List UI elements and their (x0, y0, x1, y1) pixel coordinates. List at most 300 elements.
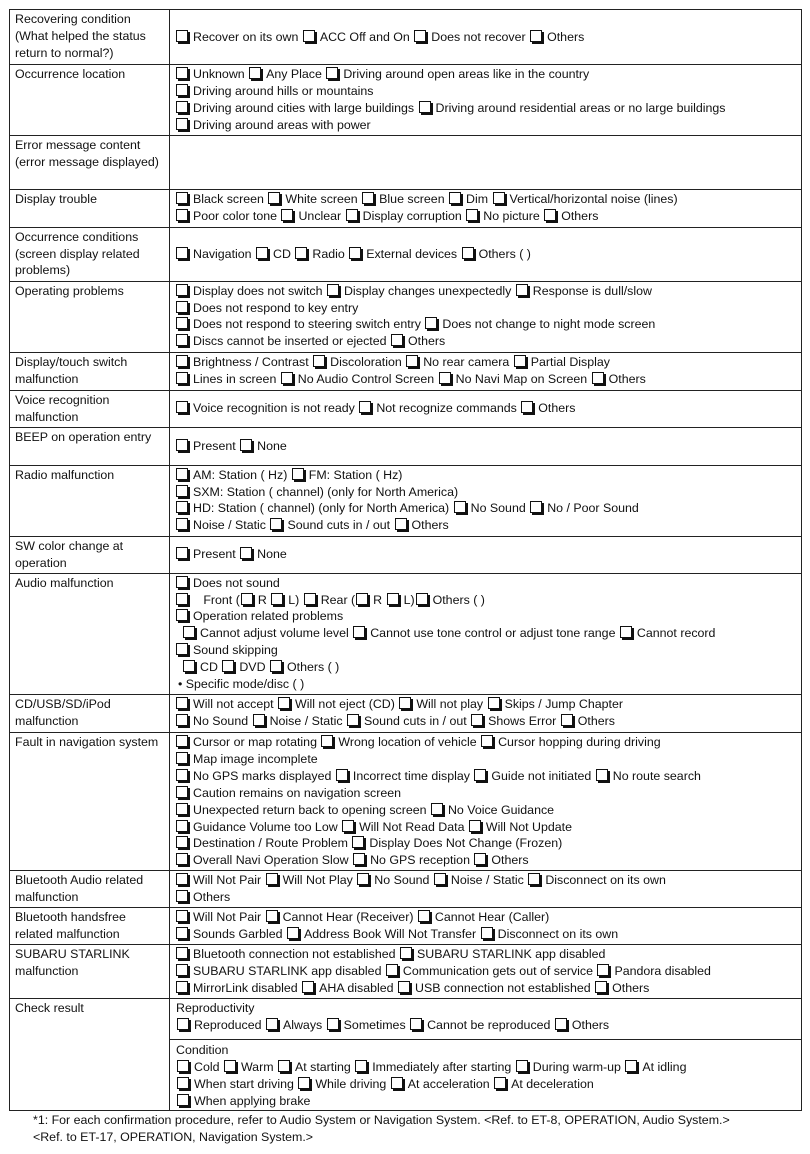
checkbox[interactable] (176, 192, 188, 204)
checkbox[interactable] (176, 609, 188, 621)
checkbox[interactable] (176, 927, 188, 939)
option-label: HD: Station ( channel) (only for North America) (193, 501, 450, 516)
checkbox[interactable] (419, 101, 431, 113)
checkbox[interactable] (414, 30, 426, 42)
form-row (10, 732, 802, 870)
option (280, 372, 434, 386)
option-label: During warm-up (532, 1059, 621, 1074)
checkbox[interactable] (177, 1060, 189, 1072)
option-line (175, 246, 796, 263)
checkbox[interactable] (481, 927, 493, 939)
checkbox[interactable] (256, 247, 268, 259)
option (176, 1094, 310, 1108)
checkbox[interactable] (224, 1060, 236, 1072)
option-label: SUBARU STARLINK app disabled (193, 964, 382, 979)
row-options (170, 427, 802, 465)
checkbox[interactable] (176, 355, 188, 367)
checkbox[interactable] (327, 1018, 339, 1030)
checkbox[interactable] (353, 853, 365, 865)
option-label: Partial Display (530, 354, 610, 369)
checkbox[interactable] (596, 769, 608, 781)
option (345, 209, 462, 223)
option (520, 401, 575, 415)
option (326, 284, 511, 298)
checkbox[interactable] (425, 317, 437, 329)
option (175, 820, 338, 834)
option (341, 820, 464, 834)
checkbox[interactable] (528, 873, 540, 885)
option-label: Sound skipping (193, 643, 278, 658)
checkbox[interactable] (521, 401, 533, 413)
checkbox[interactable] (298, 1077, 310, 1089)
checkbox[interactable] (469, 820, 481, 832)
option-label: White screen (285, 191, 358, 206)
option (346, 714, 467, 728)
checkbox[interactable] (355, 1060, 367, 1072)
option-label: Disconnect on its own (545, 873, 666, 888)
option (175, 964, 381, 978)
checkbox[interactable] (176, 84, 188, 96)
option-label: Unknown (193, 67, 245, 81)
option (286, 927, 476, 941)
checkbox[interactable] (176, 752, 188, 764)
option-line (175, 909, 796, 926)
checkbox[interactable] (266, 873, 278, 885)
checkbox[interactable] (395, 518, 407, 530)
checkbox[interactable] (176, 769, 188, 781)
option (417, 910, 549, 924)
specific-mode-line: • Specific mode/disc ( ) (178, 677, 305, 692)
row-label: Bluetooth Audio related malfunction (10, 871, 170, 908)
option-label: Will not accept (193, 696, 274, 711)
checkbox[interactable] (177, 1018, 189, 1030)
option-label: Incorrect time display (352, 768, 470, 783)
checkbox[interactable] (449, 192, 461, 204)
checkbox[interactable] (176, 118, 188, 130)
checkbox[interactable] (514, 355, 526, 367)
option-label: Dim (466, 191, 489, 206)
checkbox[interactable] (176, 501, 188, 513)
checkbox[interactable] (516, 284, 528, 296)
checkbox[interactable] (399, 697, 411, 709)
checkbox[interactable] (266, 910, 278, 922)
option-label: At acceleration (407, 1076, 490, 1091)
checkbox[interactable] (176, 317, 188, 329)
option (175, 401, 355, 415)
option (175, 192, 264, 206)
option-label: Does not change to night mode screen (442, 317, 656, 332)
option-line (175, 283, 796, 300)
option-label: Rear ( (320, 592, 356, 607)
checkbox[interactable] (176, 910, 188, 922)
option (438, 372, 588, 386)
option-label: Others (408, 334, 446, 349)
checkbox[interactable] (176, 735, 188, 747)
option-label: Others (612, 981, 650, 996)
checkbox[interactable] (176, 853, 188, 865)
option (399, 947, 605, 961)
option-label: Display changes unexpectedly (343, 283, 512, 298)
form-row (10, 281, 802, 352)
option-label: ACC Off and On (319, 29, 410, 44)
checkbox[interactable] (516, 1060, 528, 1072)
checkbox[interactable] (353, 626, 365, 638)
option-label: No GPS marks displayed (193, 768, 332, 783)
checkbox[interactable] (176, 30, 188, 42)
row-label: Fault in navigation system (10, 732, 170, 870)
option-line (175, 819, 796, 836)
option-label: Caution remains on navigation screen (193, 785, 402, 800)
checkbox[interactable] (321, 735, 333, 747)
form-row (10, 189, 802, 227)
option-label: Does not sound (193, 575, 280, 590)
option-line (176, 1017, 795, 1034)
checkbox[interactable] (176, 518, 188, 530)
option (468, 820, 572, 834)
checkbox[interactable] (183, 626, 195, 638)
option (223, 1060, 274, 1074)
checkbox[interactable] (287, 927, 299, 939)
checkbox[interactable] (352, 836, 364, 848)
option-line (175, 333, 796, 350)
option-line (176, 1093, 795, 1110)
checkbox[interactable] (249, 67, 261, 79)
option (265, 873, 353, 887)
checkbox[interactable] (176, 439, 188, 451)
option-label: At deceleration (511, 1076, 594, 1091)
option-label: Discs cannot be inserted or ejected (193, 334, 387, 349)
checkbox[interactable] (270, 518, 282, 530)
option (390, 1077, 490, 1091)
checkbox[interactable] (387, 593, 399, 605)
checkbox[interactable] (176, 981, 188, 993)
option (624, 1060, 686, 1074)
checkbox[interactable] (349, 247, 361, 259)
row-options (170, 65, 802, 136)
row-options (170, 999, 802, 1110)
checkbox[interactable] (176, 697, 188, 709)
checkbox[interactable] (278, 1060, 290, 1072)
checkbox[interactable] (240, 439, 252, 451)
option-line (175, 713, 796, 730)
option-label: AM: Station ( Hz) (193, 467, 288, 482)
option (248, 67, 322, 81)
row-label: Check result (10, 999, 170, 1110)
row-label: Display/touch switch malfunction (10, 352, 170, 390)
checkbox[interactable] (303, 30, 315, 42)
option (175, 317, 421, 331)
checkbox[interactable] (398, 981, 410, 993)
option-line (175, 500, 796, 517)
checkbox[interactable] (176, 334, 188, 346)
checkbox[interactable] (176, 468, 188, 480)
checkbox[interactable] (176, 836, 188, 848)
checkbox[interactable] (176, 247, 188, 259)
option-line (175, 546, 796, 563)
option-line (175, 517, 796, 534)
checkbox[interactable] (400, 947, 412, 959)
checkbox[interactable] (222, 660, 234, 672)
option-line (175, 608, 796, 625)
checkbox[interactable] (270, 660, 282, 672)
checkbox[interactable] (625, 1060, 637, 1072)
checkbox[interactable] (406, 355, 418, 367)
option-line (175, 835, 796, 852)
checkbox[interactable] (176, 209, 188, 221)
checkbox[interactable] (494, 1077, 506, 1089)
option-label: Cannot adjust volume level (200, 626, 349, 641)
option-label: Noise / Static (450, 873, 524, 888)
checkbox[interactable] (434, 873, 446, 885)
row-options (170, 465, 802, 536)
option (175, 501, 449, 515)
checkbox[interactable] (592, 372, 604, 384)
option (175, 927, 283, 941)
checkbox[interactable] (530, 30, 542, 42)
option-line (175, 946, 796, 963)
checkbox[interactable] (346, 209, 358, 221)
checkbox[interactable] (176, 964, 188, 976)
option (480, 927, 619, 941)
checkbox[interactable] (266, 1018, 278, 1030)
checkbox[interactable] (241, 593, 253, 605)
option (361, 192, 444, 206)
checkbox[interactable] (418, 910, 430, 922)
option-label: Will Not Read Data (359, 819, 465, 834)
checkbox[interactable] (281, 372, 293, 384)
checkbox[interactable] (493, 192, 505, 204)
checkbox[interactable] (431, 803, 443, 815)
footnote-line-1: *1: For each confirmation procedure, refer to Audio System or Navigation System. <Ref. to ET-8, OPERATION, Audio System.> (33, 1113, 730, 1127)
option-line (175, 371, 796, 388)
option-line (175, 438, 796, 455)
checkbox[interactable] (183, 660, 195, 672)
checkbox[interactable] (176, 67, 188, 79)
option-line (175, 785, 796, 802)
option (175, 643, 278, 657)
option-label: Display Does Not Change (Frozen) (369, 836, 563, 851)
checkbox[interactable] (176, 643, 188, 655)
option-label: SXM: Station ( channel) (only for North America) (193, 484, 459, 499)
checkbox[interactable] (176, 820, 188, 832)
option-label: Present (193, 547, 236, 562)
checkbox[interactable] (416, 593, 428, 605)
checkbox[interactable] (488, 697, 500, 709)
option-label: Others (547, 29, 585, 44)
option-line (175, 872, 796, 889)
option (320, 735, 476, 749)
option-label: L) (403, 592, 415, 607)
checkbox[interactable] (253, 714, 265, 726)
option (473, 769, 591, 783)
option-label: No Voice Guidance (447, 802, 555, 817)
option-label: AHA disabled (319, 981, 394, 996)
option (352, 626, 615, 640)
option-label: Unexpected return back to opening screen (193, 802, 427, 817)
footnote-line-2: <Ref. to ET-17, OPERATION, Navigation System.> (33, 1130, 314, 1144)
option (175, 468, 287, 482)
checkbox[interactable] (176, 485, 188, 497)
checkbox[interactable] (481, 735, 493, 747)
checkbox[interactable] (410, 1018, 422, 1030)
checkbox[interactable] (176, 803, 188, 815)
option-label: Operation related problems (193, 609, 344, 624)
checkbox[interactable] (176, 714, 188, 726)
option-label: Will not eject (CD) (295, 696, 395, 711)
checkbox[interactable] (177, 1077, 189, 1089)
checkbox[interactable] (177, 1094, 189, 1106)
checkbox[interactable] (268, 192, 280, 204)
checkbox[interactable] (561, 714, 573, 726)
checkbox[interactable] (292, 468, 304, 480)
row-options (170, 390, 802, 427)
checkbox[interactable] (176, 576, 188, 588)
option-label: Others (193, 890, 231, 905)
checkbox[interactable] (620, 626, 632, 638)
checkbox[interactable] (342, 820, 354, 832)
checkbox[interactable] (304, 593, 316, 605)
checkbox[interactable] (271, 593, 283, 605)
row-options (170, 694, 802, 732)
option (470, 714, 556, 728)
option (594, 981, 649, 995)
checkbox[interactable] (391, 334, 403, 346)
section-title: Reproductivity (176, 1001, 255, 1016)
option-label: No picture (483, 208, 540, 223)
option-label: Driving around cities with large buildings (193, 100, 415, 115)
checkbox[interactable] (176, 786, 188, 798)
option-label: Will not play (416, 696, 484, 711)
option (493, 1077, 594, 1091)
checkbox[interactable] (176, 947, 188, 959)
option-line (175, 400, 796, 417)
checkbox[interactable] (302, 981, 314, 993)
checkbox[interactable] (336, 769, 348, 781)
checkbox[interactable] (439, 372, 451, 384)
checkbox[interactable] (462, 247, 474, 259)
option-line (175, 852, 796, 869)
option-label: Others ( ) (432, 592, 485, 607)
row-options (170, 908, 802, 945)
option (175, 836, 348, 850)
checkbox[interactable] (359, 401, 371, 413)
option-line (175, 696, 796, 713)
option-label: Noise / Static (269, 713, 343, 728)
checkbox[interactable] (176, 284, 188, 296)
checkbox[interactable] (176, 873, 188, 885)
option (175, 697, 274, 711)
checkbox[interactable] (240, 547, 252, 559)
option-label: Cursor hopping during driving (498, 734, 661, 749)
checkbox[interactable] (313, 355, 325, 367)
checkbox[interactable] (176, 593, 188, 605)
row-options (170, 945, 802, 999)
checkbox[interactable] (176, 401, 188, 413)
option (529, 501, 639, 515)
option-label: Lines in screen (193, 371, 277, 386)
reproductivity-section (170, 999, 801, 1037)
option-line (175, 316, 796, 333)
option (385, 964, 593, 978)
row-options (170, 10, 802, 65)
checkbox[interactable] (386, 964, 398, 976)
form-row (10, 465, 802, 536)
checkbox[interactable] (281, 209, 293, 221)
option-label: Black screen (193, 191, 264, 206)
option-line (175, 117, 796, 134)
option (175, 803, 427, 817)
checkbox[interactable] (357, 873, 369, 885)
checkbox[interactable] (555, 1018, 567, 1030)
checkbox[interactable] (544, 209, 556, 221)
checkbox[interactable] (347, 714, 359, 726)
checkbox[interactable] (327, 284, 339, 296)
checkbox[interactable] (595, 981, 607, 993)
option (543, 209, 598, 223)
option (175, 355, 309, 369)
option-label: No Sound (193, 713, 249, 728)
row-label: Audio malfunction (10, 573, 170, 694)
checkbox[interactable] (176, 301, 188, 313)
option-label: Communication gets out of service (402, 964, 593, 979)
option-label: External devices (366, 246, 458, 261)
checkbox[interactable] (176, 101, 188, 113)
form-row (10, 871, 802, 908)
checkbox[interactable] (474, 853, 486, 865)
option (265, 910, 414, 924)
checkbox[interactable] (471, 714, 483, 726)
checkbox[interactable] (530, 501, 542, 513)
checkbox[interactable] (176, 890, 188, 902)
option-label: Guidance Volume too Low (193, 819, 338, 834)
form-row (10, 10, 802, 65)
option-label: Others (491, 853, 529, 868)
checkbox[interactable] (356, 593, 368, 605)
row-options (170, 732, 802, 870)
option-label: Others ( ) (478, 246, 531, 261)
option-label: Cannot Hear (Caller) (434, 910, 550, 925)
checkbox[interactable] (391, 1077, 403, 1089)
option (221, 660, 265, 674)
checkbox[interactable] (176, 372, 188, 384)
option-label: Overall Navi Operation Slow (193, 853, 349, 868)
option-label: Disconnect on its own (497, 927, 619, 942)
option-label: No GPS reception (370, 853, 470, 868)
option-label: Front ( (203, 592, 240, 607)
option-label: Will Not Pair (193, 873, 262, 888)
checkbox[interactable] (362, 192, 374, 204)
checkbox[interactable] (454, 501, 466, 513)
checkbox[interactable] (176, 547, 188, 559)
option-label: No / Poor Sound (547, 501, 639, 516)
option-label: Does not respond to steering switch entry (193, 317, 421, 332)
option (176, 1060, 219, 1074)
option (175, 84, 373, 98)
checkbox[interactable] (295, 247, 307, 259)
option-label: Not recognize commands (376, 401, 517, 416)
checkbox[interactable] (326, 67, 338, 79)
checkbox[interactable] (597, 964, 609, 976)
checkbox[interactable] (278, 697, 290, 709)
option (175, 786, 401, 800)
checkbox[interactable] (466, 209, 478, 221)
option (269, 518, 390, 532)
option (596, 964, 710, 978)
checkbox[interactable] (474, 769, 486, 781)
option (398, 697, 483, 711)
option-label: Cannot be reproduced (427, 1018, 551, 1033)
option-label: R (257, 592, 267, 607)
